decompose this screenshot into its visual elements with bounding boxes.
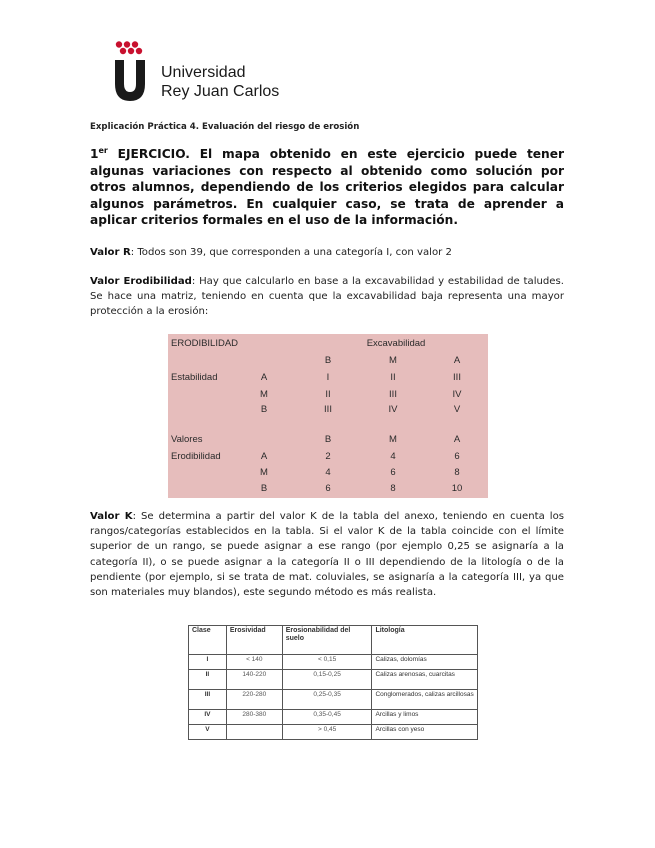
- institution-name: [161, 63, 279, 101]
- paragraph-erodibilidad: [90, 274, 564, 320]
- matrix-value-row-key: B: [260, 483, 268, 494]
- erodibility-matrix: [168, 334, 488, 498]
- document-subtitle: Explicación Práctica 4. Evaluación del riesgo de erosión: [90, 122, 360, 132]
- table-cell-clase: II: [189, 670, 227, 690]
- matrix-stability-label: Estabilidad: [171, 372, 218, 383]
- logo-dot: [124, 41, 130, 47]
- matrix-value-row-key: M: [260, 467, 268, 478]
- table-row: [189, 670, 478, 690]
- matrix-cell: III: [324, 404, 332, 415]
- matrix-excav-header: Excavabilidad: [366, 338, 426, 349]
- matrix-value-cell: 8: [390, 483, 396, 494]
- matrix-values-label: Erodibilidad: [171, 451, 221, 462]
- erodibilidad-text: : Hay que calcularlo en base a la excavabilidad y estabilidad de taludes. Se hace una matriz, teniendo en cuenta que la excavabilidad baja representa una mayor protección a la erosión:: [90, 276, 564, 318]
- table-header-cell: Erosividad: [226, 626, 282, 655]
- logo-dot: [128, 48, 134, 54]
- table-cell-erosionabilidad: > 0,45: [282, 725, 372, 740]
- table-cell-erosividad: 140-220: [226, 670, 282, 690]
- paragraph-valor-r: [90, 245, 564, 260]
- k-classification-table: [188, 625, 478, 740]
- table-row: [189, 710, 478, 725]
- table-header-row: [189, 626, 478, 655]
- matrix-row-key: M: [260, 389, 268, 400]
- matrix-value-row-key: A: [260, 451, 268, 462]
- table-cell-clase: I: [189, 655, 227, 670]
- matrix-cell: III: [389, 389, 397, 400]
- valor-r-text: : Todos son 39, que corresponden a una categoría I, con valor 2: [130, 247, 452, 258]
- matrix-row-key: B: [260, 404, 268, 415]
- matrix-values-col-header: M: [389, 434, 397, 445]
- matrix-cell: II: [325, 389, 331, 400]
- erodibilidad-label: Valor Erodibilidad: [90, 276, 192, 287]
- logo-dot: [132, 41, 138, 47]
- matrix-col-header: B: [324, 355, 332, 366]
- institution-line-2: Rey Juan Carlos: [161, 83, 280, 100]
- institution-line-1: Universidad: [161, 64, 246, 81]
- table-cell-erosionabilidad: < 0,15: [282, 655, 372, 670]
- exercise-text: EJERCICIO. El mapa obtenido en este ejercicio puede tener algunas variaciones con respecto al obtenido como solución por otros alumnos, dependiendo de los criterios elegidos para calcular algunos parámetros. En cualquier caso, se trata de aprender a aplicar criterios formales en el uso de la información.: [90, 147, 564, 227]
- matrix-col-header: A: [453, 355, 461, 366]
- table-row: [189, 655, 478, 670]
- matrix-value-cell: 6: [454, 451, 460, 462]
- matrix-values-col-header: B: [324, 434, 332, 445]
- matrix-value-cell: 8: [454, 467, 460, 478]
- matrix-cell: IV: [452, 389, 462, 400]
- table-row: [189, 725, 478, 740]
- valor-r-label: Valor R: [90, 247, 131, 258]
- valor-k-label: Valor K: [90, 511, 133, 522]
- matrix-value-cell: 4: [325, 467, 331, 478]
- table-cell-litologia: Calizas, dolomías: [372, 655, 478, 670]
- table-cell-litologia: Calizas arenosas, cuarcitas: [372, 670, 478, 690]
- matrix-values-label: Valores: [171, 434, 203, 445]
- table-cell-erosividad: [226, 725, 282, 740]
- logo-dot: [116, 41, 122, 47]
- matrix-row-key: A: [260, 372, 268, 383]
- table-cell-clase: III: [189, 690, 227, 710]
- logo-dot: [136, 48, 142, 54]
- matrix-cell: V: [453, 404, 461, 415]
- table-cell-erosividad: 280-380: [226, 710, 282, 725]
- table-cell-erosividad: < 140: [226, 655, 282, 670]
- exercise-ordinal: 1: [90, 147, 99, 161]
- matrix-cell: III: [453, 372, 461, 383]
- matrix-value-cell: 4: [390, 451, 396, 462]
- table-header-cell: Clase: [189, 626, 227, 655]
- paragraph-valor-k: [90, 509, 564, 600]
- table-cell-litologia: Arcillas y limos: [372, 710, 478, 725]
- table-cell-erosividad: 220-280: [226, 690, 282, 710]
- table-cell-litologia: Arcillas con yeso: [372, 725, 478, 740]
- matrix-col-header: M: [389, 355, 397, 366]
- matrix-cell: II: [390, 372, 396, 383]
- matrix-values-col-header: A: [453, 434, 461, 445]
- table-cell-erosionabilidad: 0,25-0,35: [282, 690, 372, 710]
- table-cell-erosionabilidad: 0,35-0,45: [282, 710, 372, 725]
- exercise-superscript: er: [98, 145, 108, 155]
- matrix-value-cell: 10: [451, 483, 463, 494]
- table-header-cell: Erosionabilidad del suelo: [282, 626, 372, 655]
- matrix-value-cell: 2: [325, 451, 331, 462]
- table-cell-litologia: Conglomerados, calizas arcillosas: [372, 690, 478, 710]
- university-logo-icon: [113, 40, 147, 102]
- matrix-cell: I: [326, 372, 330, 383]
- university-logo: [113, 40, 313, 102]
- matrix-title: ERODIBILIDAD: [171, 338, 239, 349]
- table-row: [189, 690, 478, 710]
- valor-k-text: : Se determina a partir del valor K de la tabla del anexo, teniendo en cuenta los rangos/categorías establecidos en la tabla. Si el valor K de la tabla coincide con el límite superior de un rango, se puede asignar a ese rango (por ejemplo 0,25 se asignaría a la categoría II), o se puede asignar a la categoría II o III dependiendo de la litología o de la pendiente (por ejemplo, si se trata de mat. coluviales, se asignaría a la categoría III, ya que son materiales muy blandos), este segundo método es más realista.: [90, 511, 564, 599]
- matrix-value-cell: 6: [325, 483, 331, 494]
- logo-u-shape: [115, 60, 145, 101]
- table-cell-clase: V: [189, 725, 227, 740]
- table-cell-clase: IV: [189, 710, 227, 725]
- exercise-heading: [90, 146, 564, 229]
- logo-dot: [120, 48, 126, 54]
- matrix-cell: IV: [388, 404, 398, 415]
- table-header-cell: Litología: [372, 626, 478, 655]
- table-cell-erosionabilidad: 0,15-0,25: [282, 670, 372, 690]
- matrix-value-cell: 6: [390, 467, 396, 478]
